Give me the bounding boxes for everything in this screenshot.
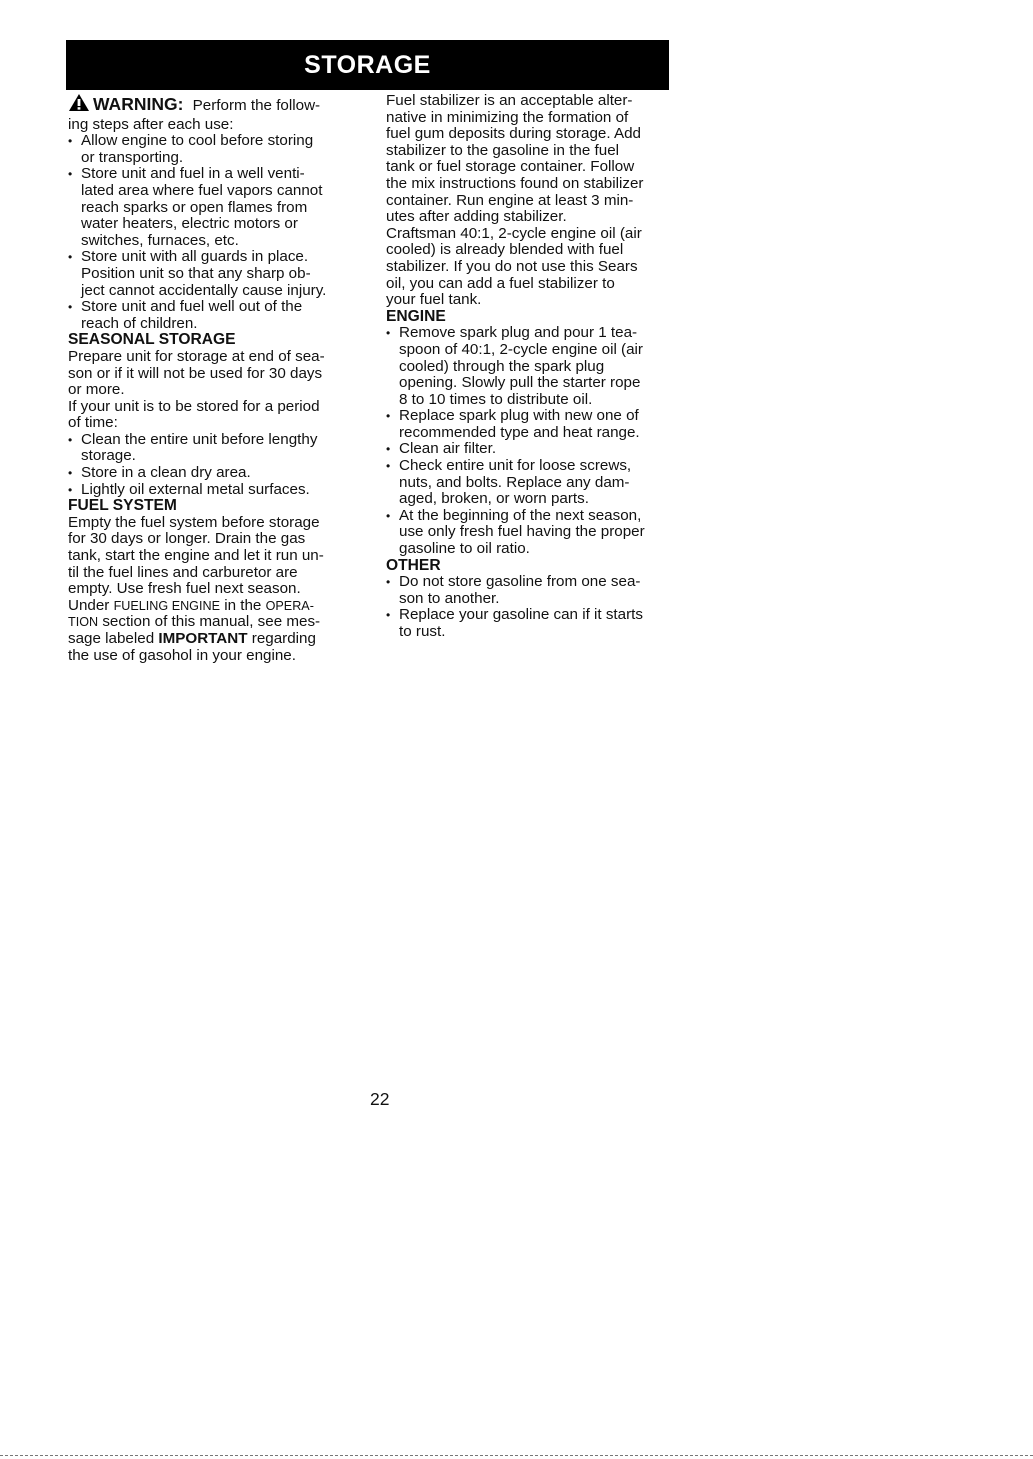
seasonal-bullet: • Store in a clean dry area. [68,465,358,482]
important-label: IMPORTANT [158,630,248,647]
other-heading: OTHER [386,556,441,574]
engine-section [386,309,676,558]
paragraph-line: son or if it will not be used for 30 days [68,364,323,382]
paragraph-line: for 30 days or longer. Drain the gas [68,530,306,548]
paragraph-line: empty. Use fresh fuel next season. [68,580,301,598]
warning-bullet: • Allow engine to cool before storing or transporting. [68,133,358,166]
craftsman-oil-paragraph: Craftsman 40:1, 2-cycle engine oil (air cooled) is already blended with fuel stabilizer. If you do not use this Sears oil, you can add a fuel stabilizer to your fuel tank. [386,224,642,309]
engine-bullet: • At the beginning of the next season, use only fresh fuel having the proper gasoline to oil ratio. [386,508,676,558]
bottom-divider [0,1455,1033,1456]
fuel-system-heading: FUEL SYSTEM [68,497,177,515]
paragraph-line: the use of gasohol in your engine. [68,646,296,664]
left-column [68,93,358,664]
engine-bullet: • Replace spark plug with new one of recommended type and heat range. [386,408,676,441]
paragraph-line: til the fuel lines and carburetor are [68,563,298,581]
cross-reference-line: TION section of this manual, see mes- [68,613,321,631]
operation-ref: OPERA- [265,598,314,613]
paragraph-line: Empty the fuel system before storage [68,513,320,531]
paragraph-line: If your unit is to be stored for a period [68,397,320,415]
seasonal-storage-section [68,332,358,498]
warning-block [68,93,358,332]
warning-triangle-icon [68,93,90,117]
seasonal-bullet: • Clean the entire unit before lengthy storage. [68,432,358,465]
section-title: STORAGE [304,50,431,79]
seasonal-storage-heading: SEASONAL STORAGE [68,331,236,349]
warning-bullet: • Store unit with all guards in place. Position unit so that any sharp ob- ject cannot accidentally cause injury. [68,249,358,299]
other-bullet: • Replace your gasoline can if it starts to rust. [386,607,676,640]
warning-bullet: • Store unit and fuel in a well venti- lated area where fuel vapors cannot reach sparks or open flames from water heaters, electric motors or switches, furnaces, etc. [68,166,358,249]
engine-heading: ENGINE [386,307,446,325]
paragraph-line: or more. [68,381,125,399]
paragraph-line: Prepare unit for storage at end of sea- [68,347,325,365]
section-header [66,40,669,90]
warning-text-2: ing steps after each use: [68,115,234,133]
engine-bullet: • Check entire unit for loose screws, nuts, and bolts. Replace any dam- aged, broken, or worn parts. [386,458,676,508]
page-number: 22 [370,1089,390,1109]
engine-bullet: • Clean air filter. [386,441,676,458]
fuel-stabilizer-paragraph: Fuel stabilizer is an acceptable alter- native in minimizing the formation of fuel gum deposits during storage. Add stabilizer to the gasoline in the fuel tank or fuel storage container. Follow the mix instructions found on stabilizer container. Run engine at least 3 min- utes after adding stabilizer. [386,92,644,226]
warning-bullet: • Store unit and fuel well out of the reach of children. [68,299,358,332]
cross-reference-line: sage labeled IMPORTANT regarding [68,630,316,647]
other-bullet: • Do not store gasoline from one sea- son to another. [386,574,676,607]
other-section [386,558,676,641]
fuel-system-section [68,498,358,664]
right-column [386,93,676,641]
fueling-engine-ref: FUELING ENGINE [113,598,220,613]
warning-label: WARNING: [93,94,184,114]
paragraph-line: tank, start the engine and let it run un- [68,547,324,565]
cross-reference-line: Under FUELING ENGINE in the OPERA- [68,596,314,614]
warning-text: Perform the follow- [192,97,321,114]
paragraph-line: of time: [68,414,118,432]
engine-bullet: • Remove spark plug and pour 1 tea- spoon of 40:1, 2-cycle engine oil (air cooled) through the spark plug opening. Slowly pull the starter rope 8 to 10 times to distribute oil. [386,325,676,408]
seasonal-bullet: • Lightly oil external metal surfaces. [68,482,358,499]
